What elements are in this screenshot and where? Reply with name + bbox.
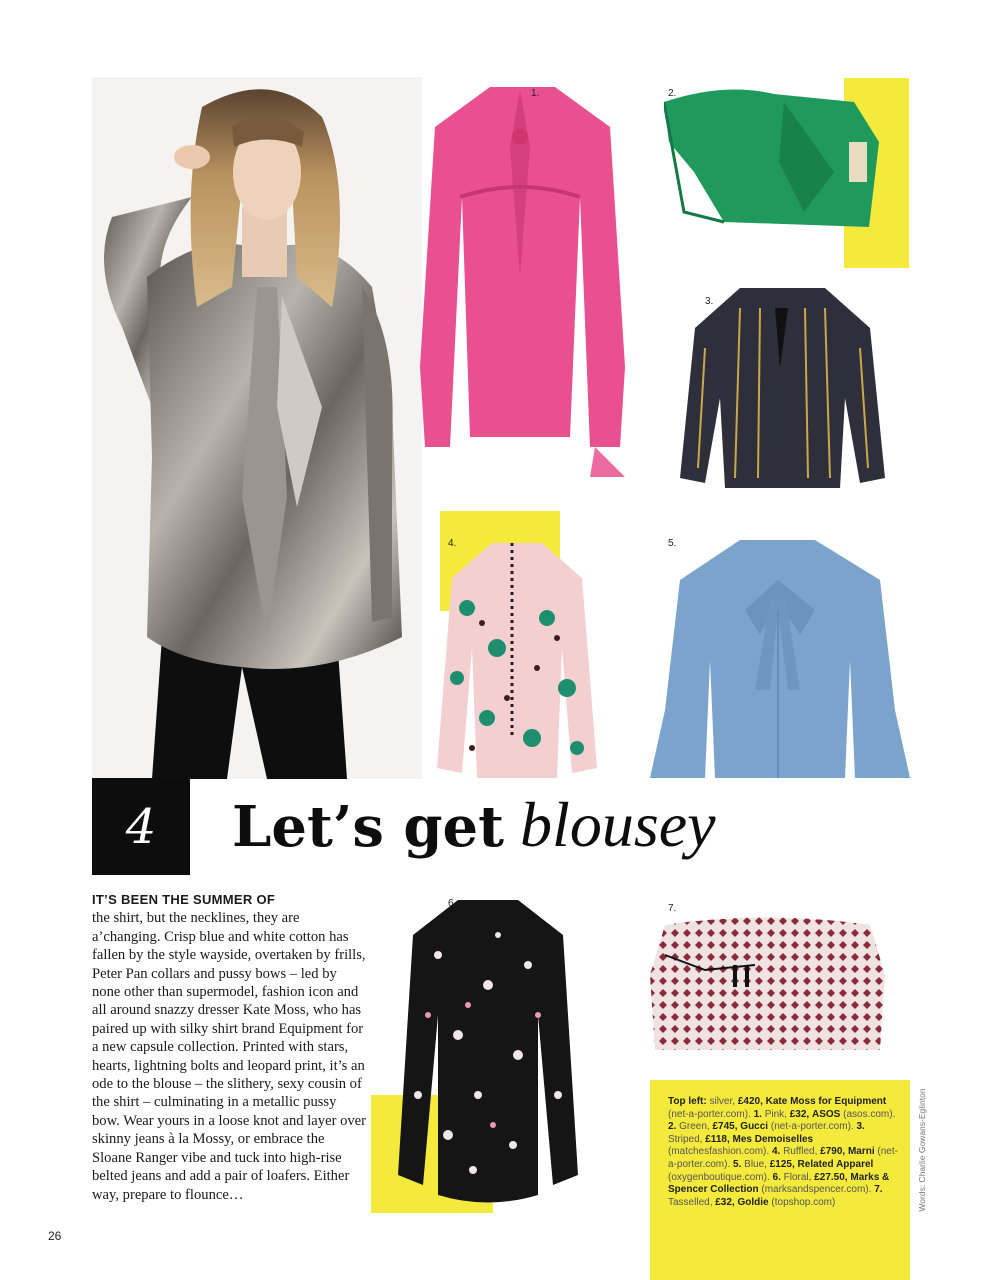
credit-shop: (net-a-porter.com).: [668, 1146, 898, 1170]
credit-price: £420,: [737, 1096, 763, 1107]
credit-price: £118,: [705, 1133, 730, 1145]
credit-shop: (net-a-porter.com).: [770, 1121, 854, 1133]
credit-shop: (topshop.com): [771, 1196, 836, 1208]
credit-price: £790,: [820, 1146, 846, 1158]
credit-brand: Kate Moss for Equipment: [765, 1096, 887, 1107]
product-number: 3.: [705, 296, 714, 307]
credit-num: 1.: [753, 1108, 762, 1120]
credit-color: Tasselled,: [668, 1196, 713, 1208]
credit-price: £27.50,: [814, 1171, 848, 1183]
credit-price: £125,: [769, 1158, 795, 1170]
credit-price: £745,: [712, 1121, 738, 1133]
credit-shop: (oxygenboutique.com).: [668, 1171, 770, 1183]
credit-price: £32,: [715, 1196, 735, 1208]
article-text: the shirt, but the necklines, they are a’changing. Crisp blue and white cotton has fallen by the style wayside, overtaken by frills, Peter Pan collars and pussy bows – led by none other than supermodel, fashion icon and all around snazzy dresser Kate Moss, who has paired up with silky shirt brand Equipment for a new capsule collection. Printed with stars, hearts, lightning bolts and leopard print, it’s an ode to the blouse – the slithery, sexy cousin of the shirt – culminating in a metallic pussy bow. Wear yours in a loose knot and layer over skinny jeans à la Mossy, or embrace the Sloane Ranger vibe and tuck into high-rise belted jeans and add a pair of loafers. Either way, prepare to flounce…: [92, 910, 367, 1203]
credit-color: Green,: [679, 1121, 710, 1133]
credit-num: 6.: [772, 1171, 781, 1183]
product-7-tasselled-blouse: [645, 915, 890, 1055]
credit-price: £32,: [789, 1108, 810, 1120]
credit-brand: Gucci: [740, 1121, 769, 1133]
feature-number-box: [92, 778, 190, 875]
article-body: [92, 891, 367, 1204]
product-number: 7.: [668, 903, 677, 914]
credit-brand: Marni: [847, 1146, 875, 1158]
credit-num: 5.: [733, 1158, 742, 1170]
credit-num: 7.: [874, 1184, 883, 1196]
credits-label: Top left:: [668, 1096, 707, 1107]
product-4-floral-ruffled-blouse: [437, 538, 597, 778]
page-title: [232, 788, 716, 868]
page-number: 26: [48, 1229, 62, 1243]
credit-brand: Mes Demoiselles: [732, 1133, 814, 1145]
credit-color: Striped,: [668, 1133, 703, 1145]
credit-item: [751, 1109, 896, 1120]
byline-text: Words: Charlie Gowans-Eglinton: [917, 1088, 927, 1212]
product-number: 6.: [448, 898, 457, 909]
credit-brand: Marks & Spencer Collection: [668, 1171, 890, 1196]
credit-color: Blue,: [744, 1158, 767, 1170]
credit-brand: ASOS: [811, 1108, 841, 1120]
product-2-green-blouse: [664, 82, 889, 227]
credit-shop: (net-a-porter.com).: [668, 1108, 751, 1120]
product-3-striped-blouse: [680, 288, 885, 488]
byline: [907, 1085, 937, 1215]
product-number: 1.: [531, 88, 540, 99]
credits-list: [668, 1096, 898, 1208]
product-6-black-floral-blouse: [398, 895, 578, 1210]
credit-color: Pink,: [764, 1108, 787, 1120]
article-lead: IT’S BEEN THE SUMMER OF: [92, 892, 276, 907]
product-number: 5.: [668, 538, 677, 549]
credits-box: [650, 1080, 910, 1280]
credit-shop: (asos.com).: [843, 1108, 896, 1120]
feature-number: 4: [125, 798, 157, 855]
credit-color: silver,: [709, 1096, 736, 1107]
credit-brand: Goldie: [737, 1196, 769, 1208]
title-bold: Let’s get: [232, 794, 505, 860]
credit-num: 3.: [856, 1121, 865, 1133]
product-1-pink-blouse: [420, 77, 625, 487]
title-italic: blousey: [520, 789, 716, 860]
credit-num: 2.: [668, 1121, 677, 1133]
product-5-blue-bow-blouse: [650, 540, 910, 778]
credit-item: [668, 1121, 854, 1132]
credit-num: 4.: [771, 1146, 781, 1158]
product-number: 2.: [668, 88, 677, 99]
credit-shop: (matchesfashion.com).: [668, 1146, 770, 1158]
product-number: 4.: [448, 538, 457, 549]
hero-photo: [92, 77, 422, 779]
credit-color: Ruffled,: [783, 1146, 818, 1158]
credit-brand: Related Apparel: [797, 1158, 874, 1170]
credit-shop: (marksandspencer.com).: [761, 1184, 872, 1196]
credit-color: Floral,: [783, 1171, 812, 1183]
